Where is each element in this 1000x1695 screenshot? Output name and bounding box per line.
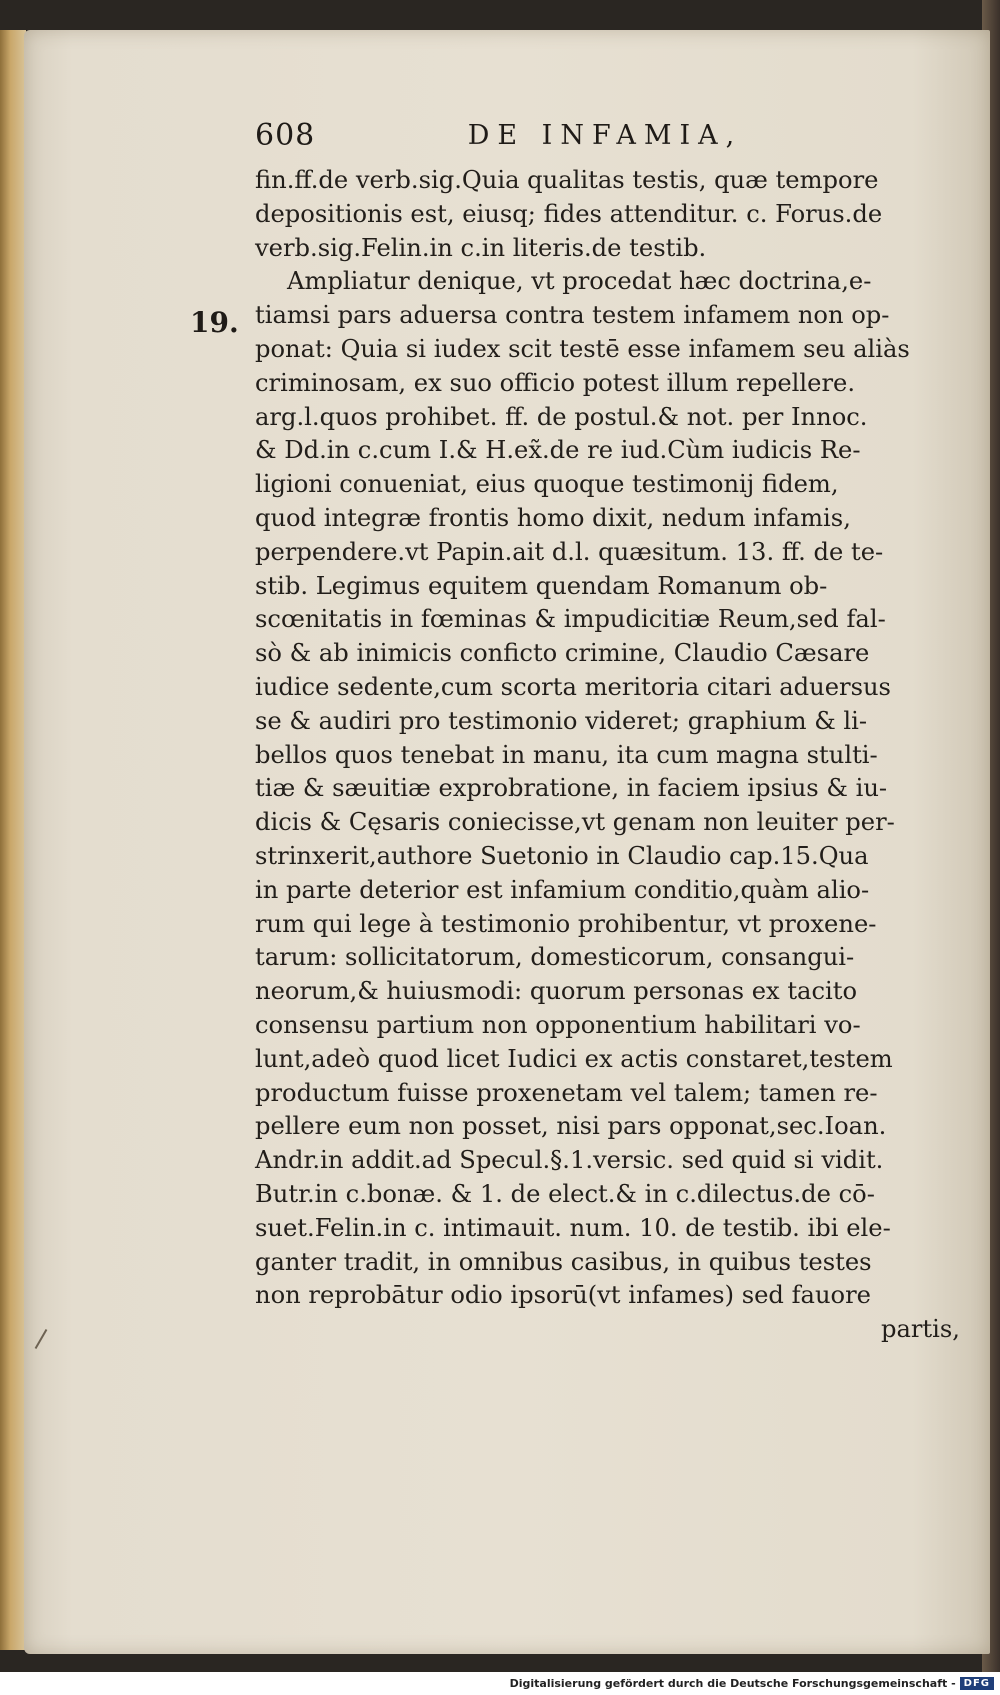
text-line: & Dd.in c.cum I.& H.ex̃.de re iud.Cùm iudicis Re- [255,436,861,465]
text-line: se & audiri pro testimonio videret; graphium & li- [255,706,868,735]
text-line: ponat: Quia si iudex scit testē esse infamem seu aliàs [255,334,910,363]
text-line: sò & ab inimicis conficto crimine, Claudio Cæsare [255,639,870,668]
text-line: Andr.in addit.ad Specul.§.1.versic. sed quid si vidit. [255,1146,884,1175]
marginal-number: 19. [190,306,239,339]
text-line: suet.Felin.in c. intimauit. num. 10. de testib. ibi ele- [255,1213,891,1242]
text-line: Butr.in c.bonæ. & 1. de elect.& in c.dilectus.de cō- [255,1179,875,1208]
text-line: criminosam, ex suo officio potest illum repellere. [255,368,856,397]
text-line: pellere eum non posset, nisi pars opponat,sec.Ioan. [255,1112,887,1141]
text-line: arg.l.quos prohibet. ff. de postul.& not. per Innoc. [255,402,868,431]
text-line: iudice sedente,cum scorta meritoria citari aduersus [255,672,891,701]
footer-credit: Digitalisierung gefördert durch die Deutsche Forschungsgemeinschaft - [509,1676,956,1690]
running-title: DE INFAMIA, [467,120,743,151]
text-line: tiamsi pars aduersa contra testem infamem non op- [255,301,890,330]
text-line: dicis & Cęsaris coniecisse,vt genam non leuiter per- [255,808,895,837]
text-line: fin.ff.de verb.sig.Quia qualitas testis, quæ tempore [255,166,879,194]
text-line: perpendere.vt Papin.ait d.l. quæsitum. 13. ff. de te- [255,537,884,566]
text-line: tarum: sollicitatorum, domesticorum, consangui- [255,943,855,972]
body-text [255,164,960,1347]
text-line: bellos quos tenebat in manu, ita cum magna stulti- [255,740,878,769]
text-line: strinxerit,authore Suetonio in Claudio cap.15.Qua [255,841,869,870]
text-line: ligioni conueniat, eius quoque testimonij fidem, [255,470,839,499]
text-line: neorum,& huiusmodi: quorum personas ex tacito [255,977,858,1006]
text-line: lunt,adeò quod licet Iudici ex actis constaret,testem [255,1044,893,1073]
text-line: ganter tradit, in omnibus casibus, in quibus testes [255,1247,872,1276]
text-line: depositionis est, eiusq; fides attenditur. c. Forus.de [255,199,883,228]
text-line: scœnitatis in fœminas & impudicitiæ Reum,sed fal- [255,605,886,634]
text-line: verb.sig.Felin.in c.in literis.de testib. [255,233,707,262]
text-line: stib. Legimus equitem quendam Romanum ob- [255,571,828,600]
catchword: partis, [880,1315,960,1344]
text-line: Ampliatur denique, vt procedat hæc doctrina,e- [287,267,872,296]
page-edge-left [0,30,26,1650]
text-line: rum qui lege à testimonio prohibentur, vt proxene- [255,909,877,938]
page-number: 608 [255,118,316,153]
text-line: tiæ & sæuitiæ exprobratione, in faciem ipsius & iu- [255,774,888,803]
dfg-logo-icon: DFG [960,1677,994,1690]
text-line: productum fuisse proxenetam vel talem; tamen re- [255,1078,878,1107]
text-line: consensu partium non opponentium habilitari vo- [255,1010,861,1039]
text-line: non reprobātur odio ipsorū(vt infames) sed fauore [255,1281,871,1310]
page-header [255,118,955,158]
digitization-footer [510,1674,994,1692]
text-line: quod integræ frontis homo dixit, nedum infamis, [255,503,851,532]
text-line: in parte deterior est infamium conditio,quàm alio- [255,875,870,904]
